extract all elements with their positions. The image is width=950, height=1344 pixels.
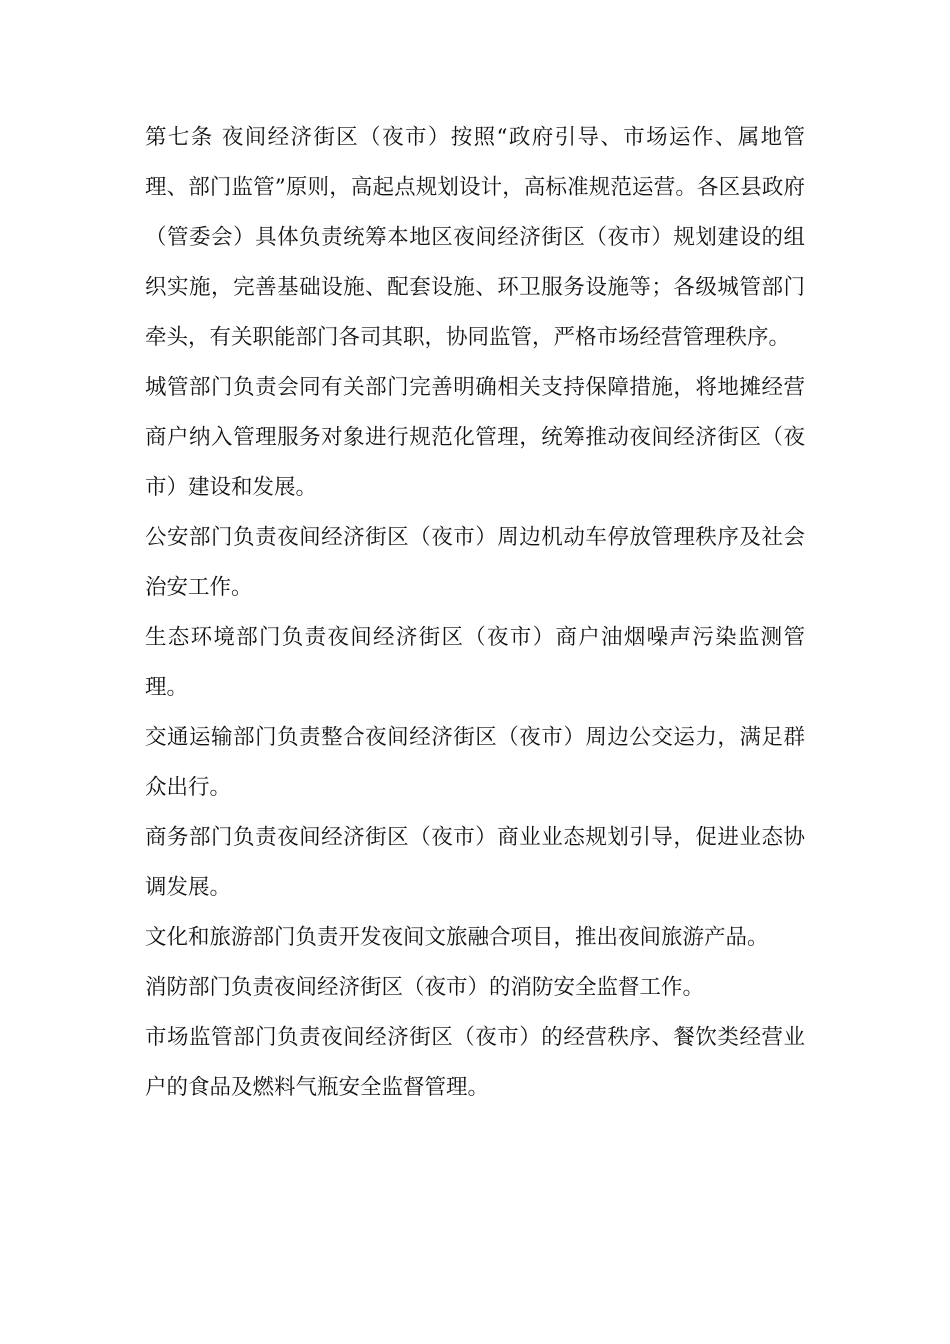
paragraph-public-security: 公安部门负责夜间经济街区（夜市）周边机动车停放管理秩序及社会治安工作。 <box>145 525 805 600</box>
paragraph-market-supervision: 市场监管部门负责夜间经济街区（夜市）的经营秩序、餐饮类经营业户的食品及燃料气瓶安全监督管理。 <box>145 1025 805 1100</box>
paragraph-culture-tourism: 文化和旅游部门负责开发夜间文旅融合项目，推出夜间旅游产品。 <box>145 925 769 950</box>
paragraph-fire-protection: 消防部门负责夜间经济街区（夜市）的消防安全监督工作。 <box>145 975 705 1000</box>
paragraph-transportation: 交通运输部门负责整合夜间经济街区（夜市）周边公交运力，满足群众出行。 <box>145 725 805 800</box>
paragraph-article-7: 第七条 夜间经济街区（夜市）按照“政府引导、市场运作、属地管理、部门监管”原则，高起点规划设计，高标准规范运营。各区县政府（管委会）具体负责统筹本地区夜间经济街区（夜市）规划建设的组织实施，完善基础设施、配套设施、环卫服务设施等；各级城管部门牵头，有关职能部门各司其职，协同监管，严格市场经营管理秩序。 <box>145 125 805 350</box>
paragraph-urban-management: 城管部门负责会同有关部门完善明确相关支持保障措施，将地摊经营商户纳入管理服务对象进行规范化管理，统筹推动夜间经济街区（夜市）建设和发展。 <box>145 375 805 500</box>
paragraph-commerce: 商务部门负责夜间经济街区（夜市）商业业态规划引导，促进业态协调发展。 <box>145 825 805 900</box>
document-body <box>145 113 805 1113</box>
paragraph-ecological-environment: 生态环境部门负责夜间经济街区（夜市）商户油烟噪声污染监测管理。 <box>145 625 805 700</box>
